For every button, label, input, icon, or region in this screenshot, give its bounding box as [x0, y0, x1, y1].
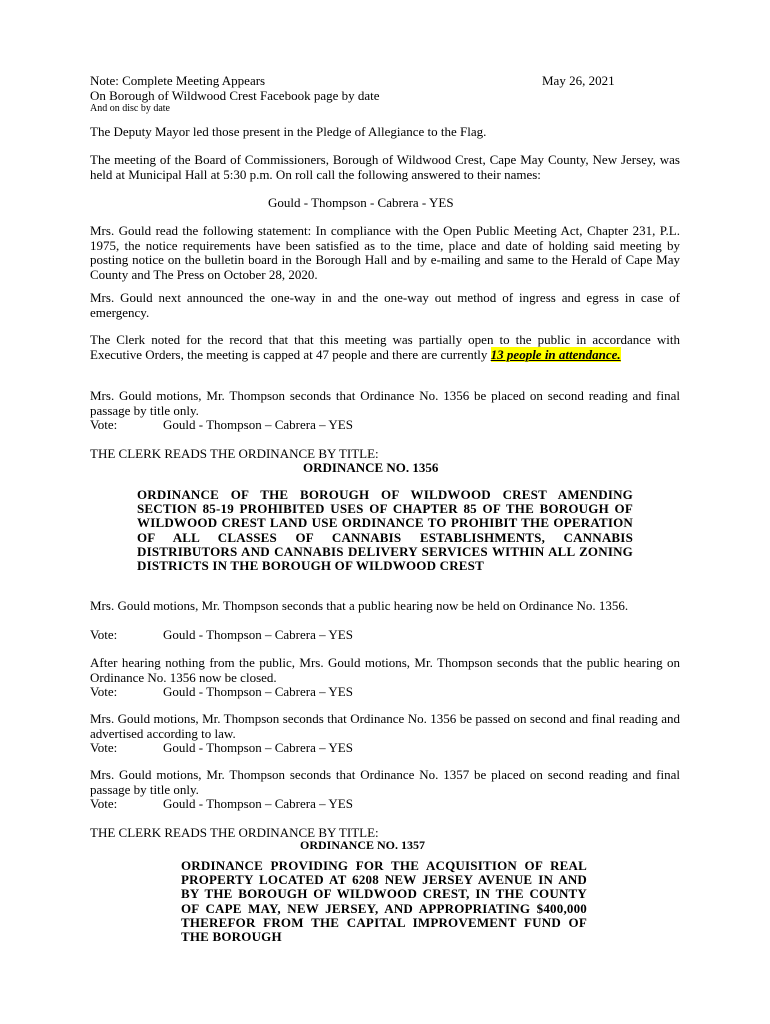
emergency-paragraph: Mrs. Gould next announced the one-way in and the one-way out method of ingress and egress in case of emergency. — [90, 290, 680, 320]
motion-2: Mrs. Gould motions, Mr. Thompson seconds that a public hearing now be held on Ordinance No. 1356. — [90, 598, 629, 613]
document-date: May 26, 2021 — [542, 73, 615, 88]
roll-call: Gould - Thompson - Cabrera - YES — [268, 195, 454, 210]
vote-4: Vote: Gould - Thompson – Cabrera – YES — [90, 740, 353, 755]
motion-4: Mrs. Gould motions, Mr. Thompson seconds that Ordinance No. 1356 be passed on second and final reading and advertised according to law. — [90, 711, 680, 741]
disc-note: And on disc by date — [90, 103, 170, 114]
clerk-note-text: The Clerk noted for the record that that this meeting was partially open to the public in accordance with Executive Orders, the meeting is capped at 47 people and there are currently — [90, 332, 680, 362]
ordinance-1357-title: ORDINANCE PROVIDING FOR THE ACQUISITION OF REAL PROPERTY LOCATED AT 6208 NEW JERSEY AVENUE IN AND BY THE BOROUGH OF WILDWOOD CREST, IN THE COUNTY OF CAPE MAY, NEW JERSEY, AND APPROPRIATING $400,000 THEREFOR FROM THE CAPITAL IMPROVEMENT FUND OF THE BOROUGH — [181, 858, 587, 945]
vote-5: Vote: Gould - Thompson – Cabrera – YES — [90, 796, 353, 811]
vote-3: Vote: Gould - Thompson – Cabrera – YES — [90, 684, 353, 699]
statement-paragraph: Mrs. Gould read the following statement: In compliance with the Open Public Meeting Act, Chapter 231, P.L. 1975, the notice requirements have been satisfied as to the time, place and date of holding said meeting by posting notice on the bulletin board in the Borough Hall and by e-mailing and same to the Herald of Cape May County and The Press on October 28, 2020. — [90, 223, 680, 282]
ordinance-1356-heading: ORDINANCE NO. 1356 — [303, 460, 439, 475]
note-line: Note: Complete Meeting Appears — [90, 73, 266, 88]
clerk-note-paragraph — [90, 333, 680, 362]
ordinance-1357-heading: ORDINANCE NO. 1357 — [300, 838, 426, 852]
meeting-paragraph: The meeting of the Board of Commissioners, Borough of Wildwood Crest, Cape May County, New Jersey, was held at Municipal Hall at 5:30 p.m. On roll call the following answered to their names: — [90, 152, 680, 182]
attendance-highlight: 13 people in attendance. — [490, 346, 621, 362]
vote-1: Vote: Gould - Thompson – Cabrera – YES — [90, 417, 353, 432]
facebook-note: On Borough of Wildwood Crest Facebook page by date — [90, 88, 380, 103]
clerk-reads-2: THE CLERK READS THE ORDINANCE BY TITLE: — [90, 825, 379, 840]
clerk-reads-1: THE CLERK READS THE ORDINANCE BY TITLE: — [90, 446, 379, 461]
vote-2: Vote: Gould - Thompson – Cabrera – YES — [90, 627, 353, 642]
ordinance-1356-title: ORDINANCE OF THE BOROUGH OF WILDWOOD CREST AMENDING SECTION 85-19 PROHIBITED USES OF CHAPTER 85 OF THE BOROUGH OF WILDWOOD CREST LAND USE ORDINANCE TO PROHIBIT THE OPERATION OF ALL CLASSES OF CANNABIS ESTABLISHMENTS, CANNABIS DISTRIBUTORS AND CANNABIS DELIVERY SERVICES WITHIN ALL ZONING DISTRICTS IN THE BOROUGH OF WILDWOOD CREST — [137, 487, 633, 574]
motion-3: After hearing nothing from the public, Mrs. Gould motions, Mr. Thompson seconds that the public hearing on Ordinance No. 1356 now be closed. — [90, 655, 680, 685]
pledge-paragraph: The Deputy Mayor led those present in the Pledge of Allegiance to the Flag. — [90, 124, 487, 139]
motion-5: Mrs. Gould motions, Mr. Thompson seconds that Ordinance No. 1357 be placed on second reading and final passage by title only. — [90, 767, 680, 797]
motion-1: Mrs. Gould motions, Mr. Thompson seconds that Ordinance No. 1356 be placed on second reading and final passage by title only. — [90, 388, 680, 418]
